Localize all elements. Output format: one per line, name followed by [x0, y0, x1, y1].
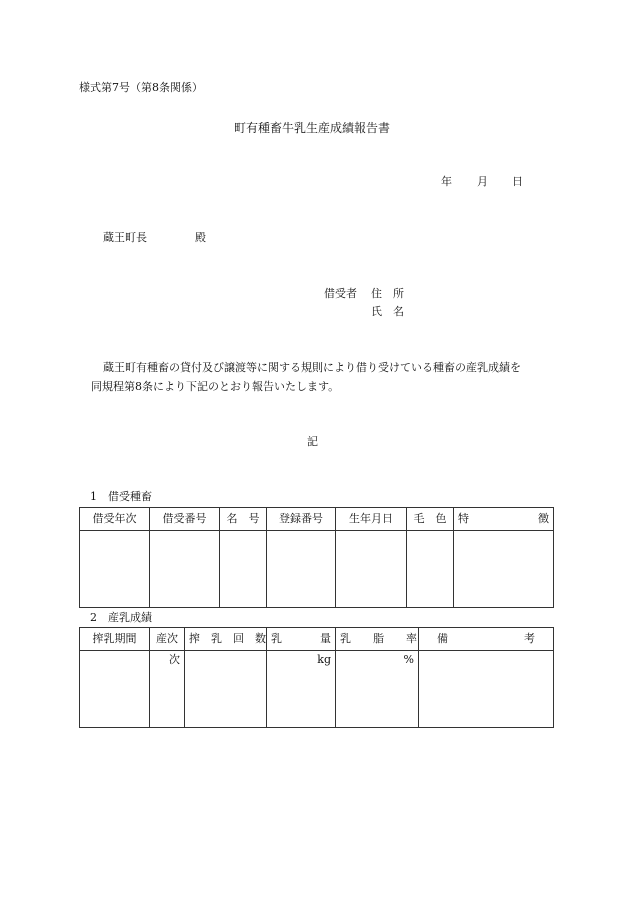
cell-milking-count[interactable]: [185, 651, 267, 728]
cell-borrow-year[interactable]: [80, 531, 150, 608]
borrower-label: 借受者: [324, 287, 357, 300]
date-year: 年: [441, 175, 452, 188]
header-birth-date: 生年月日: [336, 508, 407, 531]
borrower-address-label: 住 所: [371, 287, 404, 300]
date-day: 日: [512, 175, 523, 188]
honorific: 殿: [195, 231, 206, 244]
unit-parity: 次: [169, 653, 180, 666]
header-parity: 産次: [150, 628, 185, 651]
document-title: 町有種畜牛乳生産成績報告書: [234, 121, 391, 135]
header-registration-number: 登録番号: [267, 508, 336, 531]
header-milking-count: 搾 乳 回 数: [185, 628, 267, 651]
header-features-char-2: 徴: [538, 512, 549, 525]
table-header-row: [80, 508, 554, 531]
unit-kg: kg: [317, 653, 331, 666]
cell-parity[interactable]: [150, 651, 185, 728]
borrowed-breeding-stock-table: [79, 507, 554, 608]
header-remarks-char-1: 備: [437, 632, 448, 645]
header-coat-color: 毛 色: [407, 508, 454, 531]
unit-percent: %: [403, 653, 414, 666]
header-milking-period: 搾乳期間: [80, 628, 150, 651]
header-milk-volume: [267, 628, 336, 651]
cell-milk-volume[interactable]: [267, 651, 336, 728]
header-features: [454, 508, 554, 531]
header-milk-volume-char-1: 乳: [271, 632, 282, 645]
borrower-name-label: 氏 名: [371, 305, 404, 318]
addressee: 蔵王町長: [103, 231, 147, 244]
table-header-row: [80, 628, 554, 651]
header-name: 名 号: [220, 508, 267, 531]
header-milk-volume-char-2: 量: [320, 632, 331, 645]
section2-heading: 2 産乳成績: [90, 611, 152, 624]
form-number: 様式第7号（第8条関係）: [79, 81, 203, 94]
date-month: 月: [477, 175, 488, 188]
header-borrow-number: 借受番号: [150, 508, 220, 531]
body-text-line-2: 同規程第8条により下記のとおり報告いたします。: [91, 380, 340, 393]
cell-milk-fat-rate[interactable]: [336, 651, 419, 728]
header-remarks: [419, 628, 554, 651]
section1-heading: 1 借受種畜: [90, 490, 152, 503]
milk-production-table: [79, 627, 554, 728]
cell-birth-date[interactable]: [336, 531, 407, 608]
header-features-char-1: 特: [458, 512, 469, 525]
cell-coat-color[interactable]: [407, 531, 454, 608]
header-borrow-year: 借受年次: [80, 508, 150, 531]
ki-heading: 記: [307, 435, 318, 448]
header-milk-fat-rate: 乳 脂 率: [336, 628, 419, 651]
cell-features[interactable]: [454, 531, 554, 608]
table-row: [80, 531, 554, 608]
table-row: [80, 651, 554, 728]
cell-registration-number[interactable]: [267, 531, 336, 608]
cell-remarks[interactable]: [419, 651, 554, 728]
header-remarks-char-2: 考: [524, 632, 535, 645]
cell-name[interactable]: [220, 531, 267, 608]
cell-milking-period[interactable]: [80, 651, 150, 728]
body-text-line-1: 蔵王町有種畜の貸付及び譲渡等に関する規則により借り受けている種畜の産乳成績を: [103, 361, 521, 374]
cell-borrow-number[interactable]: [150, 531, 220, 608]
